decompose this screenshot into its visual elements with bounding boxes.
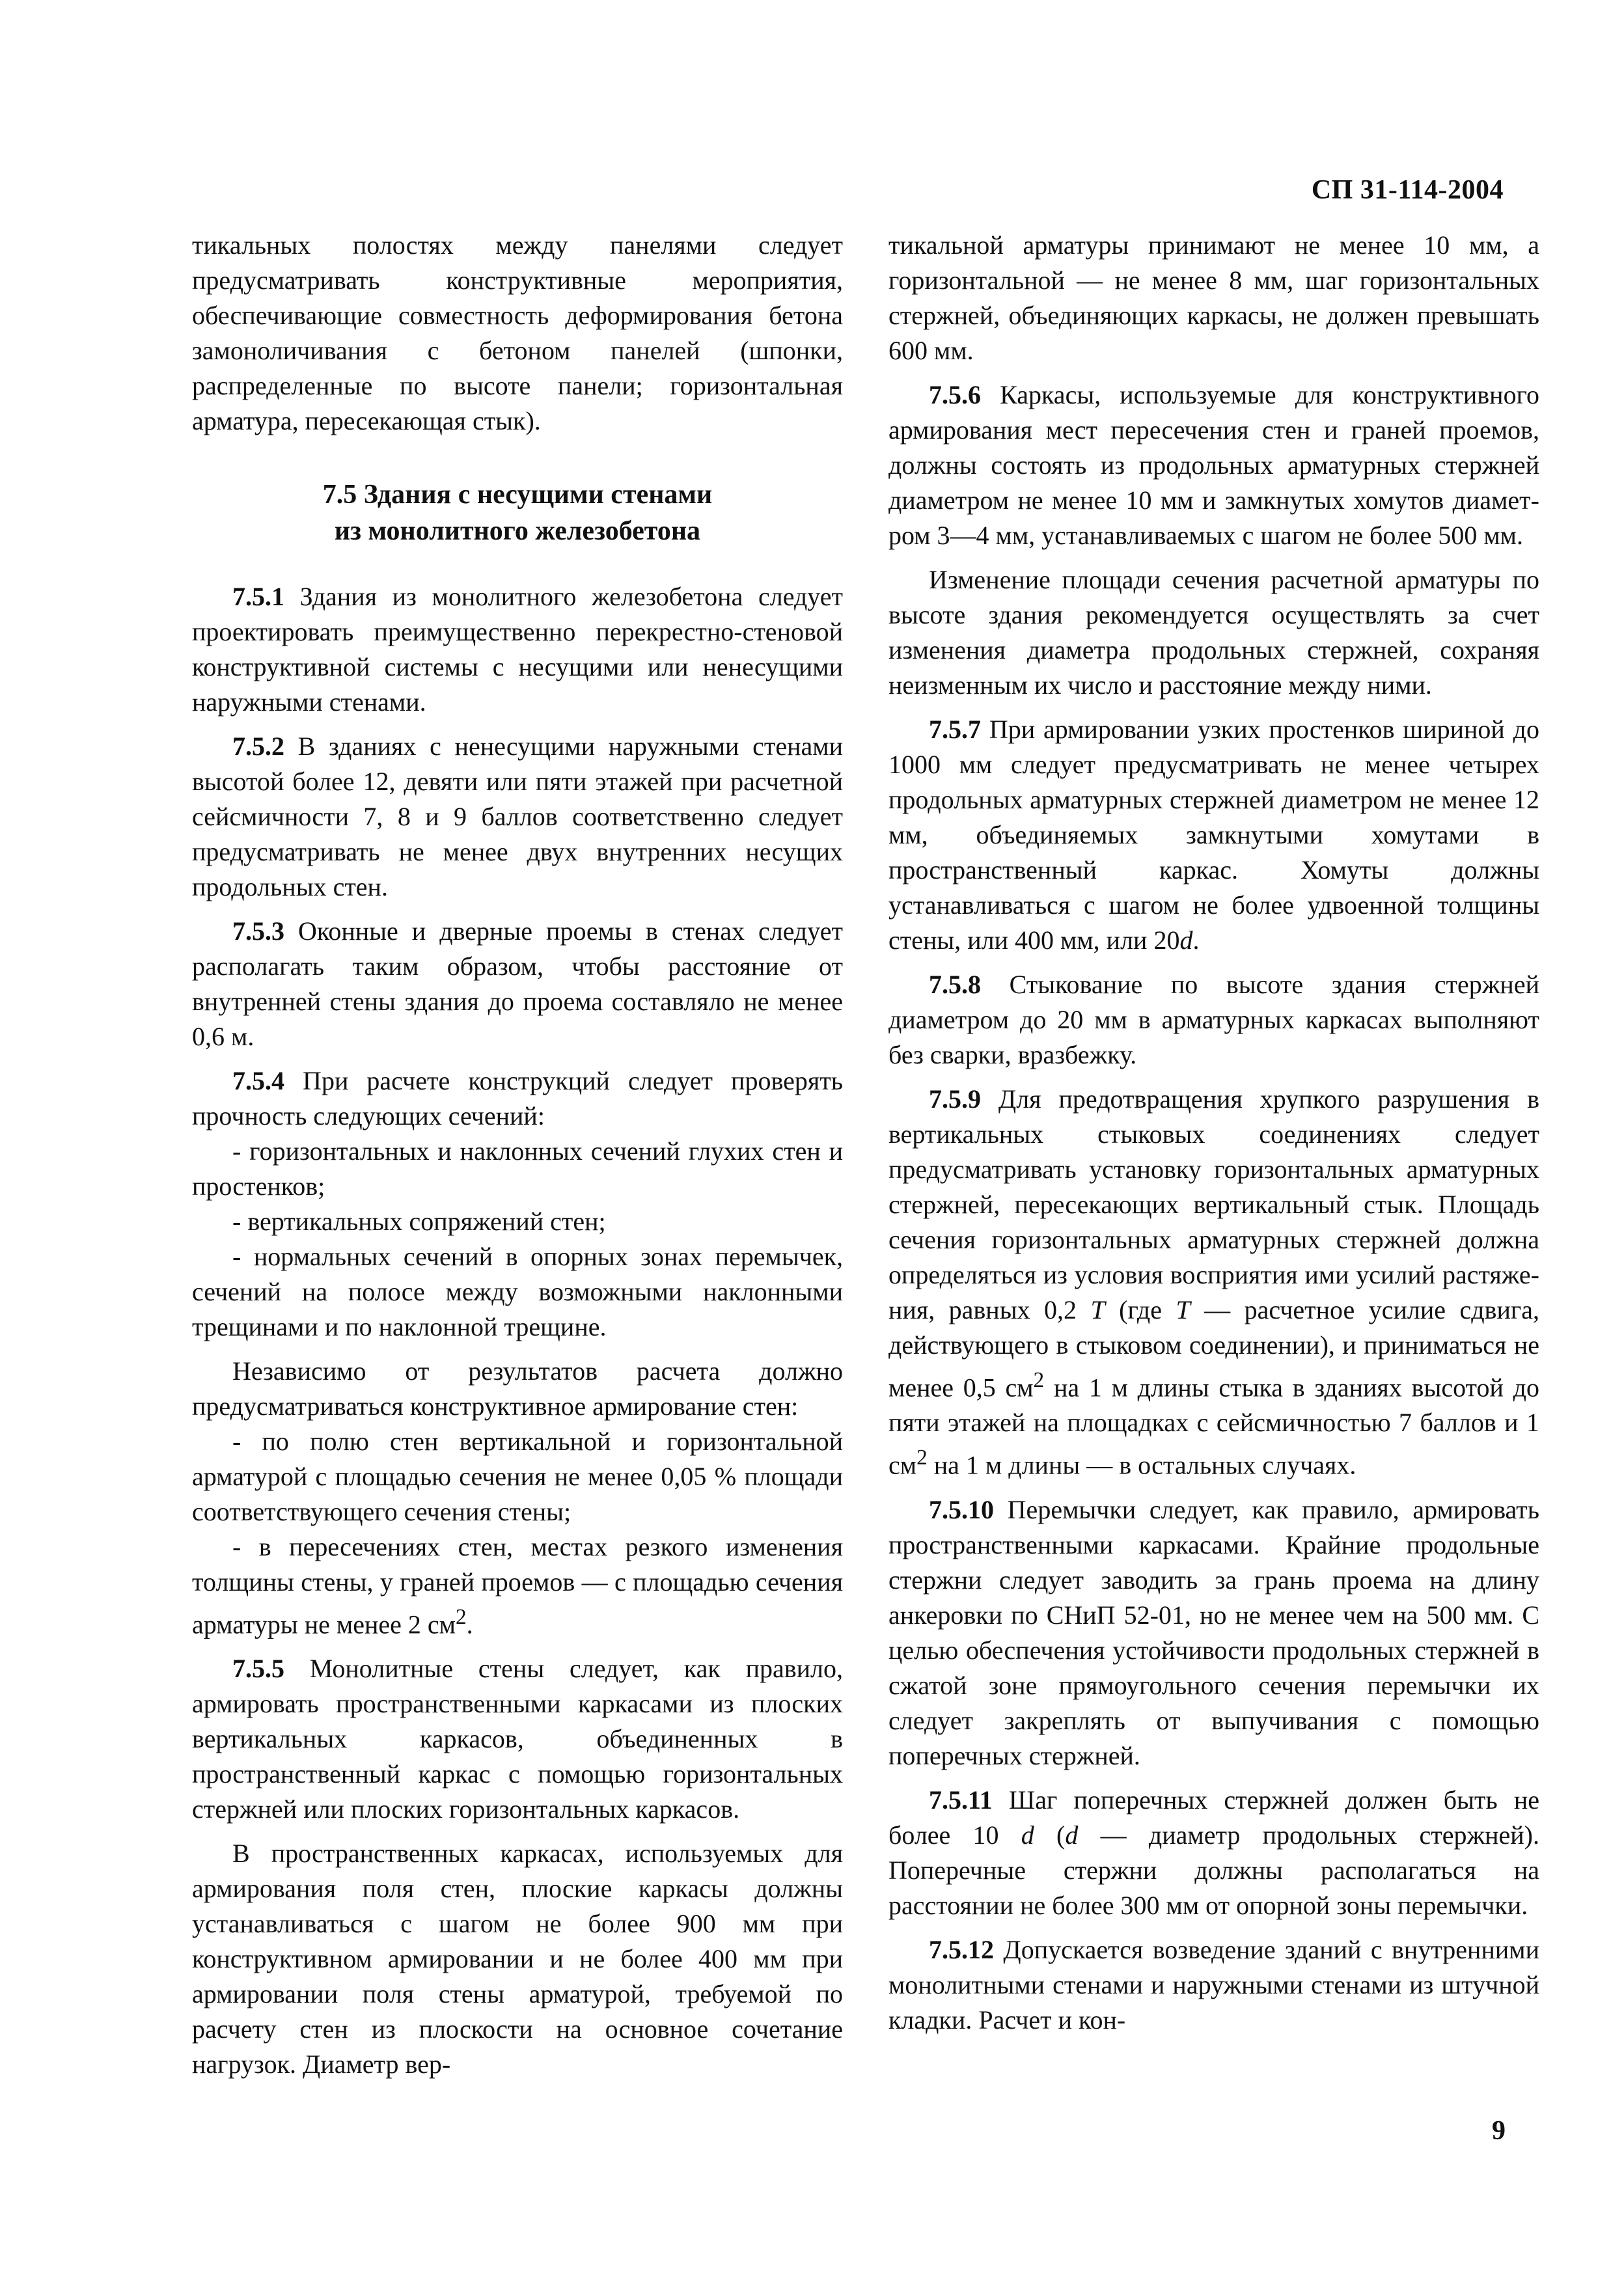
- clause-text: Оконные и дверные проемы в стенах следует располагать таким образом, чтобы расстояние от внутренней стены здания до проема составляло не менее 0,6 м.: [192, 916, 843, 1051]
- italic-symbol: d: [1021, 1820, 1034, 1850]
- clause-number: 7.5.6: [929, 380, 981, 409]
- clause-text: на 1 м длины стыка в зданиях высотой до пяти этажей на площадках с сейсмичностью 7 баллов и 1 см: [888, 1373, 1539, 1480]
- clause-text: При армировании узких простенков шириной до 1000 мм следует предусматривать не менее четырех продольных арматурных стержней диаметром не менее 12 мм, объединяемых замкнутыми хомутами в пространственный каркас. Хомуты должны устанавливаться с шагом не более удвоенной толщины стены, или 400 мм, или 20: [888, 715, 1539, 955]
- clause-text: — расчетное усилие сдвига, действующего в стыковом соединении), и приниматься не менее 0,5 см: [888, 1295, 1540, 1403]
- section-heading: [192, 476, 843, 549]
- clause-text: (: [1034, 1820, 1066, 1850]
- clause-number: 7.5.4: [232, 1066, 284, 1095]
- clause-number: 7.5.3: [232, 916, 284, 946]
- italic-symbol: d: [1179, 925, 1193, 955]
- italic-symbol: d: [1065, 1820, 1079, 1850]
- clause-7-5-1: [192, 579, 843, 720]
- paragraph: Изменение площади сечения расчетной арматуры по высоте здания рекомендуется осуществлять за счет изменения диаметра продольных стержней, сохраняя неизменным их число и расстояние между ними.: [888, 565, 1539, 700]
- clause-text: Для предотвращения хрупкого разрушения в вертикальных стыковых соединениях следует предусматривать установку горизонтальных арматурных стержней, пересекающих вертикальный стык. Площадь сечения горизонтальных арматурных стержней должна определяться из условия восприятия ими усилий растяжения, равных 0,2: [888, 1084, 1539, 1324]
- clause-text: Каркасы, используемые для конструктивного армирования мест пересечения стен и граней проемов, должны состоять из продольных арматурных стержней диаметром не менее 10 мм и замкнутых хомутов диаметром 3—4 мм, устанавливаемых с шагом не более 500 мм.: [888, 380, 1539, 550]
- clause-number: 7.5.10: [929, 1494, 994, 1524]
- superscript: 2: [455, 1605, 467, 1629]
- right-column: [888, 228, 1539, 2038]
- clause-text: Допускается возведение зданий с внутренними монолитными стенами и наружными стенами из штучной кладки. Расчет и кон-: [888, 1934, 1539, 2035]
- clause-text: — диаметр продольных стержней). Поперечные стержни должны располагаться на расстоянии не более 300 мм от опорной зоны перемычки.: [888, 1820, 1539, 1920]
- clause-number: 7.5.2: [232, 732, 284, 761]
- continued-paragraph: тикальных полостях между панелями следует предусматривать конструктивные мероприятия, обеспечивающие совместность деформирования бетона замоноличивания с бетоном панелей (шпонки, распределенные по высоте панели; горизонтальная арматура, пересекающая стык).: [192, 230, 843, 435]
- clause-text: Здания из монолитного железобетона следует проектировать преимущественно перекрестно-стеновой конструктивной системы с несущими или ненесущими наружными стенами.: [192, 582, 843, 717]
- clause-text-end: .: [1192, 925, 1200, 955]
- clause-text: В зданиях с ненесущими наружными стенами высотой более 12, девяти или пяти этажей при расчетной сейсмичности 7, 8 и 9 баллов соответственно следует предусматривать не менее двух внутренних несущих продольных стен.: [192, 732, 843, 901]
- clause-7-5-7: [888, 712, 1539, 958]
- clause-number: 7.5.8: [929, 970, 981, 999]
- continued-paragraph: тикальной арматуры принимают не менее 10 мм, а горизонтальной — не менее 8 мм, шаг горизонтальных стержней, объединяющих каркасы, не должен превышать 600 мм.: [888, 230, 1539, 365]
- clause-number: 7.5.7: [929, 715, 981, 744]
- superscript: 2: [1033, 1368, 1045, 1392]
- italic-symbol: T: [1090, 1295, 1105, 1324]
- list-item-end: .: [466, 1610, 473, 1639]
- left-column: [192, 228, 843, 2082]
- clause-number: 7.5.11: [929, 1785, 993, 1815]
- clause-7-5-2: [192, 729, 843, 905]
- list-item-text: - в пересечениях стен, местах резкого изменения толщины стены, у граней проемов — с площадью сечения арматуры не менее 2 см: [192, 1532, 843, 1639]
- list-item: - нормальных сечений в опорных зонах перемычек, сечений на полосе между возможными наклонными трещинами и по наклонной трещине.: [192, 1242, 843, 1341]
- clause-7-5-9: [888, 1082, 1539, 1483]
- page-number: 9: [1492, 2116, 1506, 2146]
- clause-7-5-5: [192, 1651, 843, 1827]
- list-item: [192, 1529, 843, 1642]
- clause-7-5-4: [192, 1063, 843, 1134]
- clause-7-5-11: [888, 1783, 1539, 1923]
- clause-text: Стыкование по высоте здания стержней диаметром до 20 мм в арматурных каркасах выполняют без сварки, вразбежку.: [888, 970, 1539, 1069]
- clause-7-5-12: [888, 1932, 1539, 2038]
- clause-7-5-6: [888, 377, 1539, 553]
- clause-text: на 1 м длины — в остальных случаях.: [927, 1450, 1356, 1480]
- section-heading-line-2: из монолитного железобетона: [334, 516, 701, 546]
- paragraph: В пространственных каркасах, используемых для армирования поля стен, плоские каркасы должны устанавливаться с шагом не более 900 мм при конструктивном армировании и не более 400 мм при армировании поля стены арматурой, требуемой по расчету стен из плоскости на основное сочетание нагрузок. Диаметр вер-: [192, 1839, 843, 2079]
- paragraph: Независимо от результатов расчета должно предусматриваться конструктивное армирование стен:: [192, 1356, 843, 1421]
- clause-number: 7.5.5: [232, 1654, 284, 1684]
- section-heading-line-1: 7.5 Здания с несущими стенами: [322, 480, 713, 510]
- clause-text: Перемычки следует, как правило, армировать пространственными каркасами. Крайние продольные стержни следует заводить за грань проема на длину анкеровки по СНиП 52-01, но не менее чем на 500 мм. С целью обеспечения устойчивости продольных стержней в сжатой зоне прямоугольного сечения перемычки их следует закреплять от выпучивания с помощью поперечных стержней.: [888, 1494, 1539, 1770]
- clause-7-5-3: [192, 914, 843, 1054]
- list-item: - горизонтальных и наклонных сечений глухих стен и простенков;: [192, 1136, 843, 1201]
- clause-number: 7.5.1: [232, 582, 284, 611]
- superscript: 2: [916, 1446, 928, 1470]
- clause-7-5-8: [888, 967, 1539, 1073]
- clause-number: 7.5.12: [929, 1934, 994, 1964]
- italic-symbol: T: [1176, 1295, 1190, 1324]
- clause-7-5-10: [888, 1492, 1539, 1774]
- clause-text: При расчете конструкций следует проверять прочность следующих сечений:: [192, 1066, 843, 1131]
- clause-text: Монолитные стены следует, как правило, армировать пространственными каркасами из плоских вертикальных каркасов, объединенных в пространственный каркас с помощью горизонтальных стержней или плоских горизонтальных каркасов.: [192, 1654, 843, 1824]
- list-item: - по полю стен вертикальной и горизонтальной арматурой с площадью сечения не менее 0,05 % площади соответствующего сечения стены;: [192, 1427, 843, 1526]
- clause-text: Шаг поперечных стержней должен быть не более 10: [888, 1785, 1539, 1850]
- document-code: СП 31-114-2004: [1311, 175, 1504, 205]
- list-item: - вертикальных сопряжений стен;: [232, 1207, 606, 1236]
- clause-text: (где: [1105, 1295, 1176, 1324]
- clause-number: 7.5.9: [929, 1084, 981, 1114]
